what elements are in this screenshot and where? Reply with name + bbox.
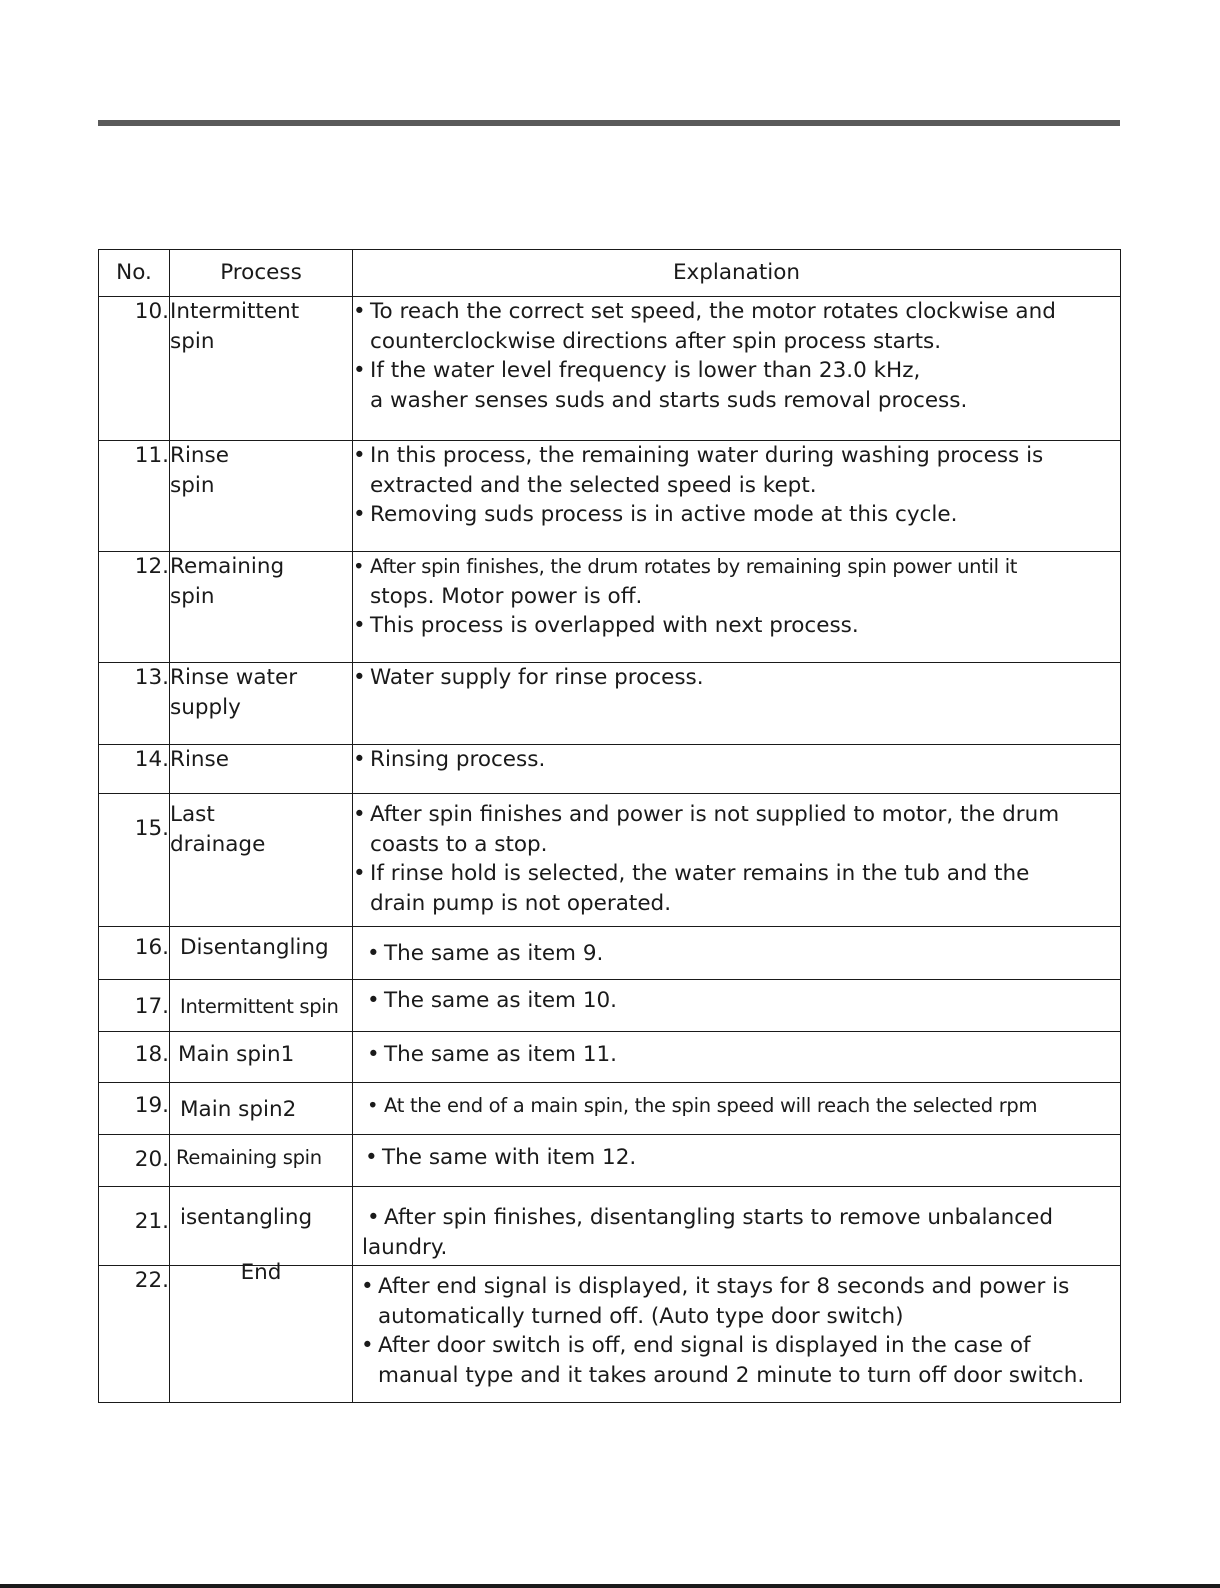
bullet-icon: • bbox=[353, 299, 366, 324]
bullet-text: Removing suds process is in active mode at this cycle. bbox=[370, 502, 958, 527]
bullet-text: After spin finishes, disentangling starts to remove unbalanced bbox=[384, 1205, 1053, 1230]
bullet-icon: • bbox=[367, 1205, 380, 1230]
bullet-text: The same as item 10. bbox=[384, 988, 618, 1013]
process-line: isentangling bbox=[180, 1205, 313, 1230]
row-number: 19. bbox=[99, 1083, 170, 1135]
bullet-text: After door switch is off, end signal is displayed in the case of bbox=[378, 1333, 1031, 1358]
process-name bbox=[170, 552, 353, 663]
bullet-text: After end signal is displayed, it stays for 8 seconds and power is bbox=[378, 1274, 1070, 1299]
table-row bbox=[99, 441, 1121, 552]
bullet-item bbox=[361, 1331, 1120, 1361]
table-header-row bbox=[99, 250, 1121, 297]
process-line: spin bbox=[170, 472, 215, 498]
bullet-item bbox=[353, 297, 1120, 327]
header-no: No. bbox=[99, 250, 170, 297]
table-row bbox=[99, 1266, 1121, 1403]
row-number: 22. bbox=[99, 1266, 170, 1403]
explanation bbox=[353, 1083, 1121, 1135]
bullet-icon: • bbox=[353, 443, 366, 468]
bullet-text: drain pump is not operated. bbox=[370, 890, 672, 916]
bullet-continuation bbox=[353, 889, 1120, 919]
process-name bbox=[170, 1260, 353, 1403]
process-name bbox=[170, 1135, 353, 1187]
process-line: Main spin2 bbox=[180, 1097, 297, 1122]
row-number: 14. bbox=[99, 745, 170, 794]
process-line: Rinse water bbox=[170, 665, 298, 690]
process-line: Remaining bbox=[170, 554, 285, 579]
bullet-icon: • bbox=[353, 358, 366, 383]
process-line: drainage bbox=[170, 831, 266, 857]
bullet-icon: • bbox=[365, 1145, 378, 1170]
bullet-text: automatically turned off. (Auto type door switch) bbox=[378, 1303, 904, 1329]
bullet-icon: • bbox=[353, 555, 365, 578]
process-line: Main spin1 bbox=[178, 1042, 295, 1067]
explanation bbox=[353, 663, 1121, 745]
process-line: Rinse bbox=[170, 747, 229, 772]
process-name bbox=[170, 794, 353, 927]
bullet-text: This process is overlapped with next process. bbox=[370, 613, 859, 638]
bullet-continuation bbox=[353, 830, 1120, 860]
process-line: End bbox=[240, 1260, 282, 1285]
table-row bbox=[99, 927, 1121, 980]
table-row bbox=[99, 1032, 1121, 1083]
process-line: Remaining spin bbox=[176, 1146, 322, 1169]
bullet-text: If the water level frequency is lower than 23.0 kHz, bbox=[370, 358, 921, 383]
process-name bbox=[170, 1083, 353, 1135]
bullet-continuation bbox=[361, 1302, 1120, 1332]
explanation bbox=[353, 1266, 1121, 1403]
bullet-text: The same with item 12. bbox=[382, 1145, 637, 1170]
top-rule bbox=[98, 120, 1120, 126]
bullet-continuation bbox=[362, 1233, 1120, 1263]
bullet-item bbox=[353, 500, 1120, 530]
bullet-text: Water supply for rinse process. bbox=[370, 665, 704, 690]
bullet-item bbox=[367, 1040, 1120, 1070]
bullet-text: stops. Motor power is off. bbox=[370, 583, 643, 609]
explanation bbox=[353, 1032, 1121, 1083]
process-line: Last bbox=[170, 802, 215, 827]
bullet-continuation bbox=[353, 386, 1120, 416]
bullet-text: extracted and the selected speed is kept. bbox=[370, 472, 817, 498]
bullet-text: manual type and it takes around 2 minute to turn off door switch. bbox=[378, 1362, 1085, 1388]
bullet-icon: • bbox=[367, 1042, 380, 1067]
explanation bbox=[353, 1135, 1121, 1187]
bullet-item bbox=[365, 1143, 1120, 1173]
table-row bbox=[99, 1187, 1121, 1266]
explanation bbox=[353, 927, 1121, 980]
process-name bbox=[170, 745, 353, 794]
process-table bbox=[98, 249, 1121, 1403]
bullet-item bbox=[353, 441, 1120, 471]
table-row bbox=[99, 1135, 1121, 1187]
bullet-icon: • bbox=[367, 941, 380, 966]
bullet-text: To reach the correct set speed, the motor rotates clockwise and bbox=[370, 299, 1056, 324]
bullet-item bbox=[353, 663, 1120, 693]
bullet-item bbox=[367, 986, 1120, 1016]
bullet-icon: • bbox=[353, 665, 366, 690]
bullet-item bbox=[353, 356, 1120, 386]
table-row bbox=[99, 745, 1121, 794]
table-row bbox=[99, 297, 1121, 441]
row-number: 17. bbox=[99, 980, 170, 1032]
bullet-item bbox=[367, 1203, 1120, 1233]
table-row bbox=[99, 794, 1121, 927]
bullet-item bbox=[353, 745, 1120, 775]
bullet-continuation bbox=[353, 582, 1120, 612]
explanation bbox=[353, 552, 1121, 663]
table-row bbox=[99, 980, 1121, 1032]
process-name bbox=[170, 297, 353, 441]
row-number: 11. bbox=[99, 441, 170, 552]
bullet-icon: • bbox=[353, 613, 366, 638]
process-line: Intermittent spin bbox=[180, 995, 339, 1018]
bullet-item bbox=[361, 1272, 1120, 1302]
header-process: Process bbox=[170, 250, 353, 297]
row-number: 16. bbox=[99, 927, 170, 980]
bullet-icon: • bbox=[353, 502, 366, 527]
process-line: Intermittent bbox=[170, 299, 300, 324]
bullet-item bbox=[353, 552, 1120, 582]
process-name bbox=[170, 663, 353, 745]
bullet-text: If rinse hold is selected, the water remains in the tub and the bbox=[370, 861, 1030, 886]
bullet-continuation bbox=[353, 471, 1120, 501]
row-number: 12. bbox=[99, 552, 170, 663]
row-number: 18. bbox=[99, 1032, 170, 1083]
row-number: 15. bbox=[99, 794, 170, 927]
explanation bbox=[353, 1187, 1121, 1266]
bullet-icon: • bbox=[361, 1333, 374, 1358]
bullet-text: In this process, the remaining water during washing process is bbox=[370, 443, 1044, 468]
bullet-icon: • bbox=[361, 1274, 374, 1299]
process-name bbox=[170, 980, 353, 1032]
row-number: 13. bbox=[99, 663, 170, 745]
explanation bbox=[353, 980, 1121, 1032]
bullet-item bbox=[353, 800, 1120, 830]
process-name bbox=[170, 927, 353, 980]
bullet-text: laundry. bbox=[362, 1234, 448, 1260]
bullet-continuation bbox=[353, 327, 1120, 357]
bullet-continuation bbox=[361, 1361, 1120, 1391]
bullet-icon: • bbox=[353, 802, 366, 827]
process-name bbox=[170, 441, 353, 552]
process-line: Disentangling bbox=[180, 935, 329, 960]
bullet-icon: • bbox=[367, 1094, 379, 1117]
table-row bbox=[99, 1083, 1121, 1135]
bullet-item bbox=[353, 859, 1120, 889]
bottom-rule bbox=[0, 1584, 1220, 1588]
header-explanation: Explanation bbox=[353, 250, 1121, 297]
row-number: 10. bbox=[99, 297, 170, 441]
process-name bbox=[170, 1032, 353, 1083]
bullet-item bbox=[353, 611, 1120, 641]
bullet-text: Rinsing process. bbox=[370, 747, 546, 772]
table-row bbox=[99, 663, 1121, 745]
bullet-text: After spin finishes and power is not supplied to motor, the drum bbox=[370, 802, 1060, 827]
bullet-text: At the end of a main spin, the spin speed will reach the selected rpm bbox=[384, 1094, 1038, 1117]
explanation bbox=[353, 441, 1121, 552]
process-line: supply bbox=[170, 694, 241, 720]
explanation bbox=[353, 794, 1121, 927]
table-body bbox=[99, 297, 1121, 1403]
row-number: 21. bbox=[99, 1187, 170, 1266]
process-name bbox=[170, 1187, 353, 1266]
process-line: spin bbox=[170, 328, 215, 354]
process-line: Rinse bbox=[170, 443, 229, 468]
bullet-text: counterclockwise directions after spin process starts. bbox=[370, 328, 942, 354]
bullet-icon: • bbox=[353, 861, 366, 886]
bullet-icon: • bbox=[367, 988, 380, 1013]
bullet-icon: • bbox=[353, 747, 366, 772]
explanation bbox=[353, 745, 1121, 794]
explanation bbox=[353, 297, 1121, 441]
bullet-text: a washer senses suds and starts suds removal process. bbox=[370, 387, 968, 413]
process-line: spin bbox=[170, 583, 215, 609]
bullet-text: After spin finishes, the drum rotates by remaining spin power until it bbox=[370, 555, 1018, 578]
bullet-text: The same as item 9. bbox=[384, 941, 604, 966]
bullet-item bbox=[367, 939, 1120, 969]
row-number: 20. bbox=[99, 1135, 170, 1187]
bullet-item bbox=[367, 1091, 1120, 1121]
table-row bbox=[99, 552, 1121, 663]
bullet-text: The same as item 11. bbox=[384, 1042, 618, 1067]
bullet-text: coasts to a stop. bbox=[370, 831, 548, 857]
